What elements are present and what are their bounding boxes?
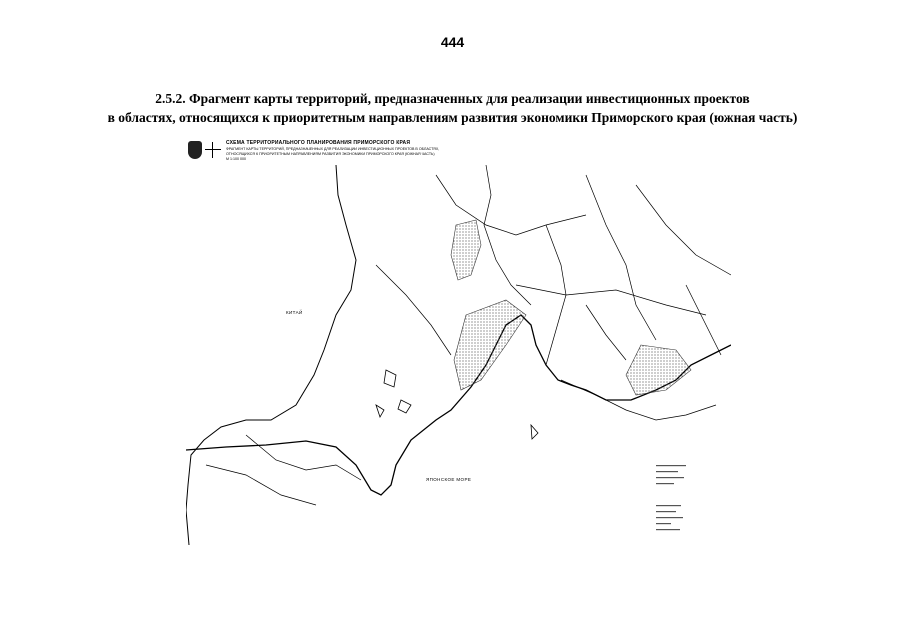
label-china: КИТАЙ (286, 310, 303, 315)
zone-3 (626, 345, 691, 395)
label-sea-of-japan: ЯПОНСКОЕ МОРЕ (426, 477, 472, 482)
border-line (186, 165, 356, 545)
zone-1 (451, 220, 481, 280)
islands (376, 370, 538, 439)
map-header (188, 140, 528, 166)
caption-line-2: в областях, относящихся к приоритетным направлениям развития экономики Приморского края (южная часть) (107, 110, 798, 125)
coat-of-arms-icon (188, 141, 202, 159)
zone-2 (454, 300, 526, 390)
page-number: 444 (440, 34, 465, 50)
map-subtitle-line-1: ФРАГМЕНТ КАРТЫ ТЕРРИТОРИЙ, ПРЕДНАЗНАЧЕННЫХ ДЛЯ РЕАЛИЗАЦИИ ИНВЕСТИЦИОННЫХ ПРОЕКТОВ В ОБЛАСТЯХ, (226, 147, 440, 151)
map-image (186, 165, 731, 565)
map-scale: М 1:100 000 (226, 157, 246, 161)
map-drawing (186, 165, 731, 565)
map-subtitle-line-2: ОТНОСЯЩИХСЯ К ПРИОРИТЕТНЫМ НАПРАВЛЕНИЯМ РАЗВИТИЯ ЭКОНОМИКИ ПРИМОРСКОГО КРАЯ (ЮЖНАЯ ЧАСТЬ) (226, 152, 435, 156)
north-arrow-icon (205, 142, 221, 158)
map-legend (656, 465, 686, 530)
figure-caption (0, 89, 905, 127)
map-title: СХЕМА ТЕРРИТОРИАЛЬНОГО ПЛАНИРОВАНИЯ ПРИМОРСКОГО КРАЯ (226, 140, 411, 146)
caption-line-1: 2.5.2. Фрагмент карты территорий, предназначенных для реализации инвестиционных проектов (155, 91, 750, 106)
